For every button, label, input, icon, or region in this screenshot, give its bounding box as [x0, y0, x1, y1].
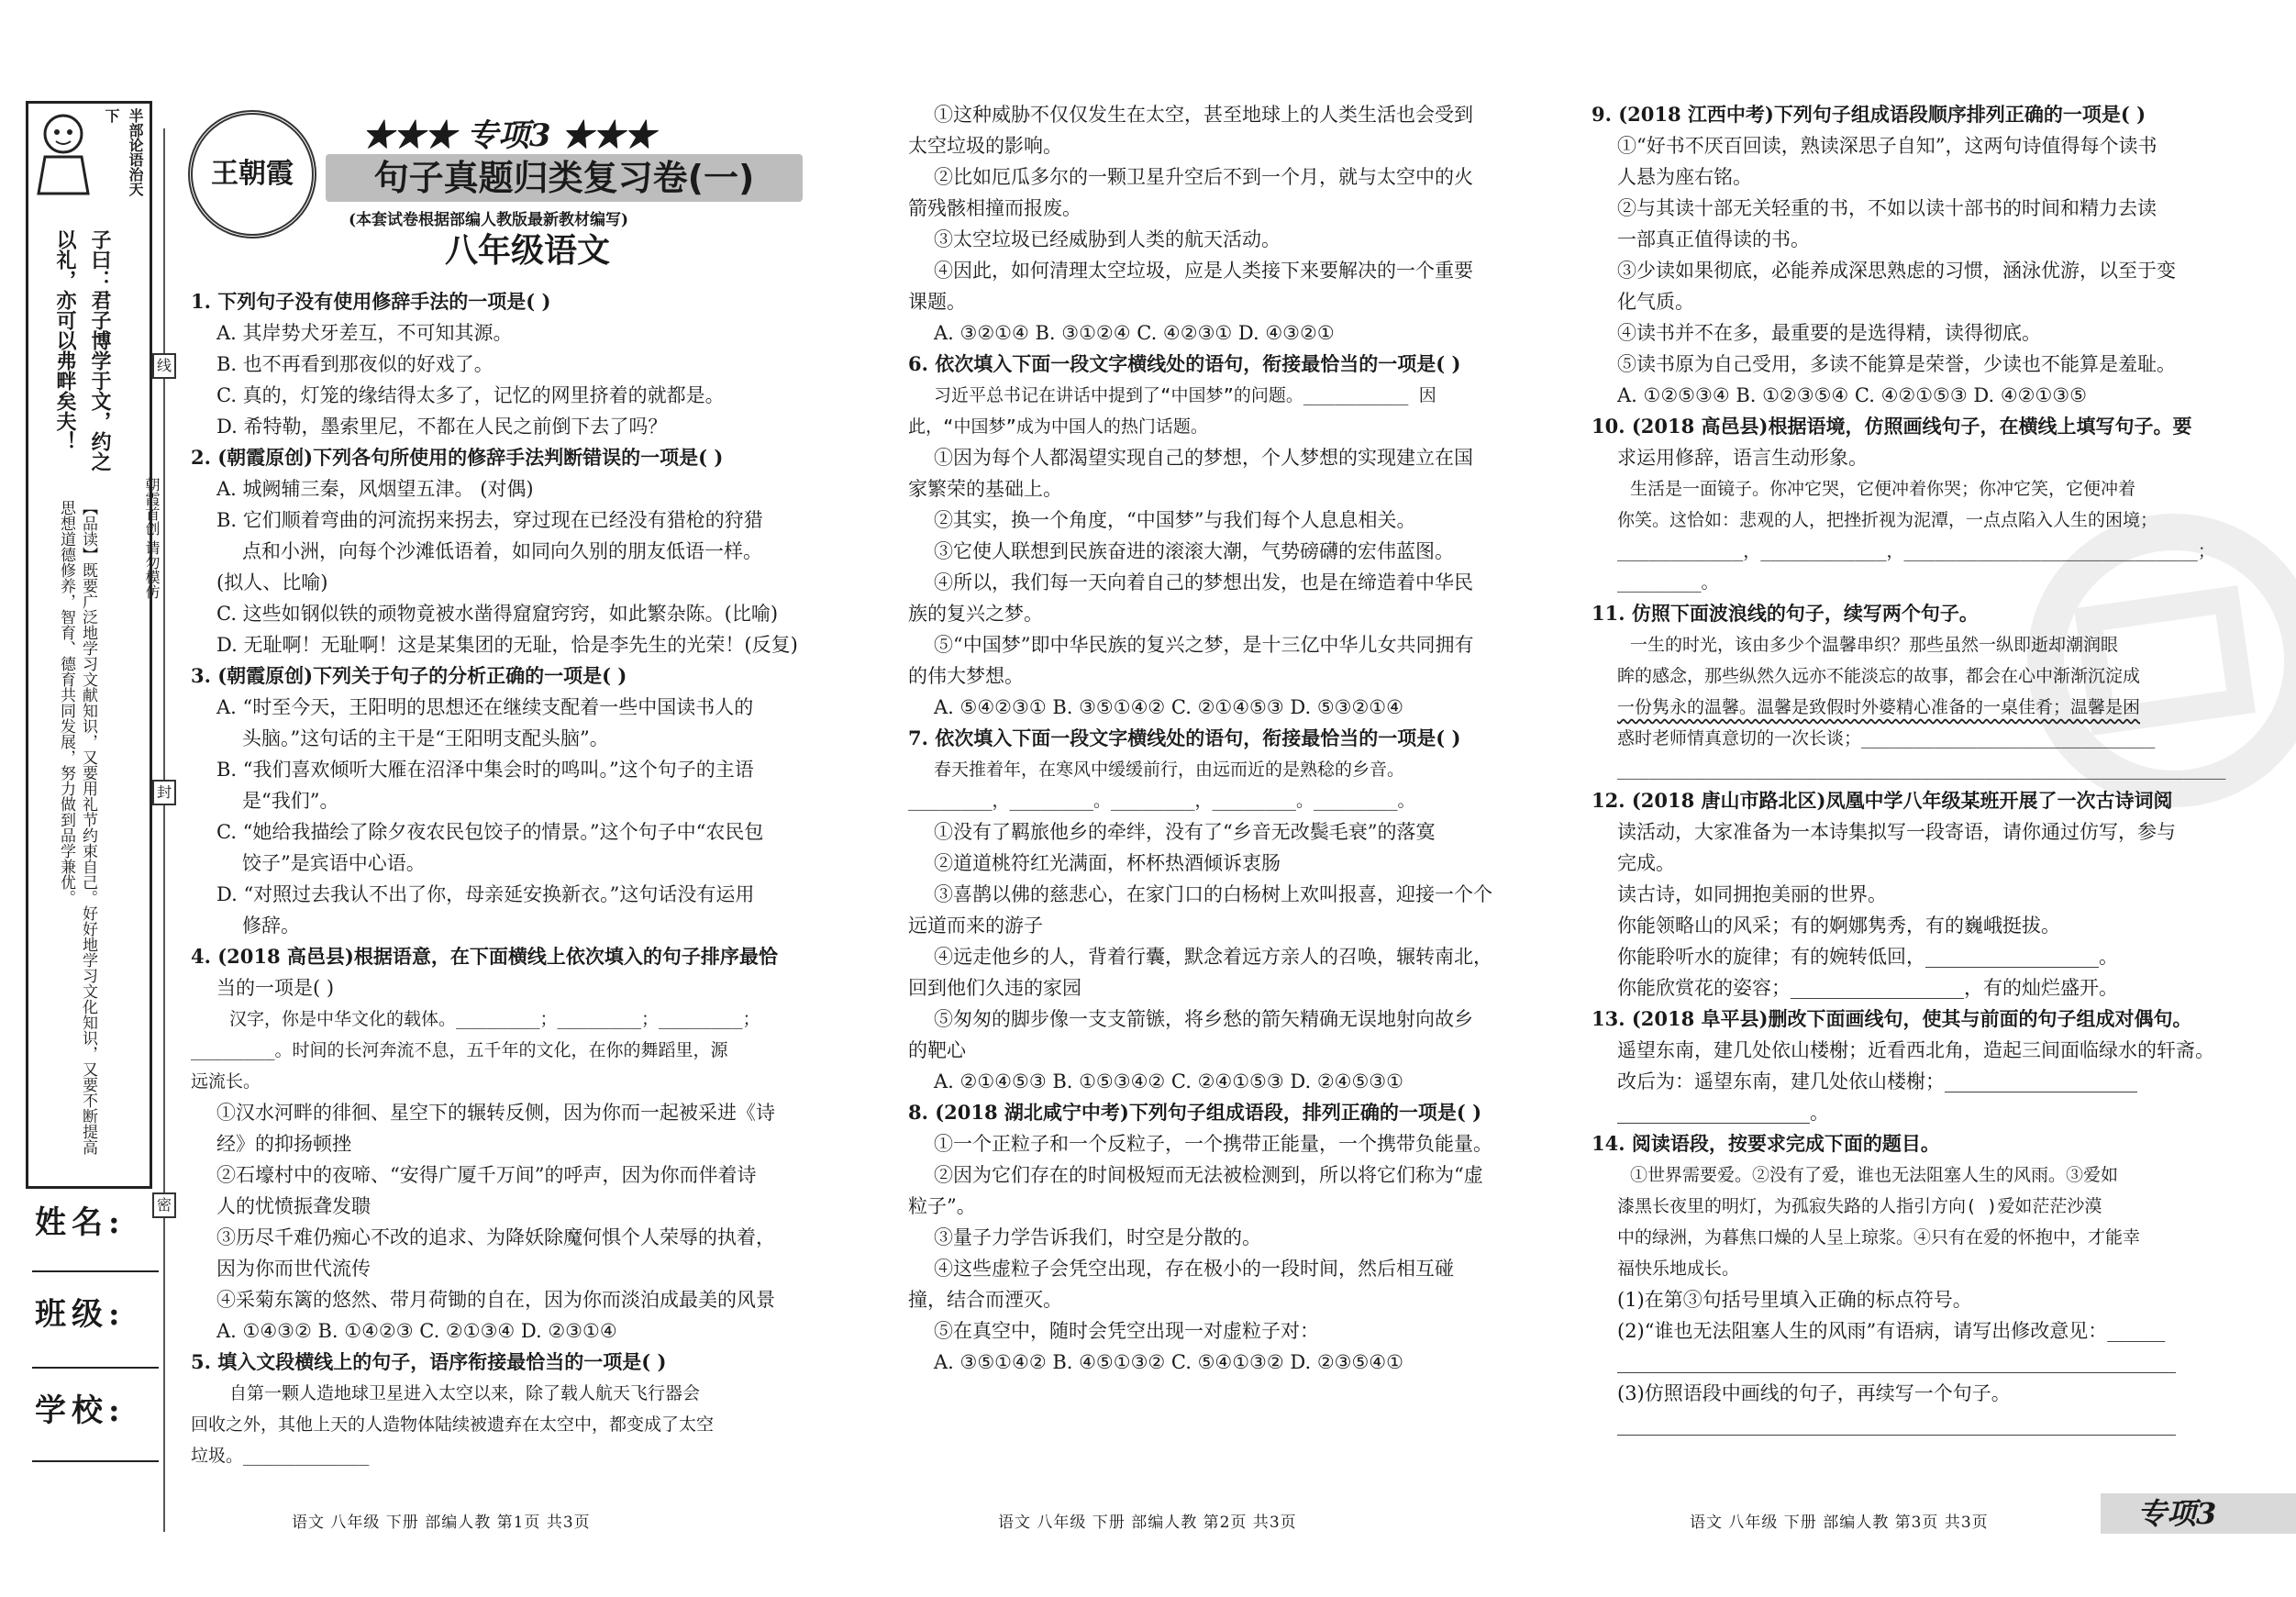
question-cont: 当的一项是( ): [216, 977, 335, 999]
passage: 眸的感念，那些纵然久远亦不能淡忘的故事，都会在心中渐渐沉淀成: [1617, 666, 2141, 686]
passage: 回收之外，其他上天的人造物体陆续被遗弃在太空中，都变成了太空: [191, 1414, 715, 1435]
passage: ________。时间的长河奔流不息，五千年的文化，在你的舞蹈里，源: [191, 1040, 728, 1060]
passage: 福快乐地成长。: [1617, 1259, 1740, 1279]
item-cont: 回到他们久违的家园: [908, 977, 1081, 999]
item: ①一个正粒子和一个反粒子，一个携带正能量，一个携带负能量。: [934, 1133, 1492, 1155]
item-cont: 撞，结合而湮灭。: [908, 1289, 1062, 1311]
item: ①没有了羁旅他乡的牵绊，没有了“乡音无改鬓毛衰”的落寞: [934, 821, 1436, 843]
item: ②因为它们存在的时间极短而无法被检测到，所以将它们称为“虚: [934, 1164, 1483, 1186]
option: A. “时至今天，王阳明的思想还在继续支配着一些中国读书人的: [216, 696, 754, 718]
passage-wavy: 一份隽永的温馨。温馨是致假时外婆精心准备的一桌佳肴；温馨是困: [1617, 697, 2141, 717]
column-1: [191, 286, 815, 1471]
question-11: 11. 仿照下面波浪线的句子，续写两个句子。: [1592, 602, 1979, 625]
special-badge: 专项3: [2101, 1493, 2296, 1534]
item: ⑤匆匆的脚步像一支支箭镞，将乡愁的箭矢精确无误地射向故乡: [934, 1008, 1473, 1030]
item-cont: 课题。: [908, 291, 966, 313]
item: ①汉水河畔的徘徊、星空下的辗转反侧，因为你而一起被采进《诗: [216, 1102, 775, 1124]
question-5: 5. 填入文段横线上的句子，语序衔接最恰当的一项是( ): [191, 1350, 667, 1373]
school-field[interactable]: [32, 1460, 159, 1462]
subquestion-2[interactable]: (2)“谁也无法阻塞人生的风雨”有语病，请写出修改意见：______: [1617, 1320, 2166, 1342]
item: ⑤在真空中，随时会凭空出现一对虚粒子对：: [934, 1320, 1319, 1342]
poem-line[interactable]: 你能聆听水的旋律；有的婉转低回，__________________。: [1617, 946, 2118, 968]
item-cont: 化气质。: [1617, 291, 1694, 313]
item-cont: 族的复兴之梦。: [908, 603, 1043, 625]
item: ③历尽千难仍痴心不改的追求、为降妖除魔何惧个人荣辱的执着，: [216, 1226, 775, 1248]
question-14: 14. 阅读语段，按要求完成下面的题目。: [1592, 1132, 1940, 1155]
school-label: 学校:: [35, 1392, 126, 1429]
option: B. 它们顺着弯曲的河流拐来拐去，穿过现在已经没有猎枪的狩猎: [216, 509, 763, 531]
option-cont: 饺子”是宾语中心语。: [242, 852, 426, 874]
passage: 春天推着年，在寒风中缓缓前行，由远而近的是熟稔的乡音。: [934, 760, 1405, 780]
item: ④采菊东篱的悠然、带月荷锄的自在，因为你而淡泊成最美的风景: [216, 1289, 775, 1311]
question-6: 6. 依次填入下面一段文字横线处的语句，衔接最恰当的一项是( ): [908, 352, 1461, 375]
page-title: 句子真题归类复习卷(一): [326, 154, 803, 202]
binding-line: [163, 128, 165, 1532]
name-field[interactable]: [32, 1270, 159, 1272]
item: ④远走他乡的人，背着行囊，默念着远方亲人的召唤，辗转南北，: [934, 946, 1492, 968]
item: ②比如厄瓜多尔的一颗卫星升空后不到一个月，就与太空中的火: [934, 166, 1473, 188]
option-cont: 修辞。: [242, 915, 300, 937]
question-3: 3. (朝霞原创)下列关于句子的分析正确的一项是( ): [191, 664, 627, 687]
item-cont: 太空垃圾的影响。: [908, 135, 1062, 157]
item-cont: 人悬为座右铭。: [1617, 166, 1752, 188]
item: ②其实，换一个角度，“中国梦”与我们每个人息息相关。: [934, 509, 1416, 531]
passage: 生活是一面镜子。你冲它哭，它便冲着你哭；你冲它笑，它便冲着: [1630, 479, 2136, 499]
column-2: [908, 99, 1523, 1378]
question-7: 7. 依次填入下面一段文字横线处的语句，衔接最恰当的一项是( ): [908, 726, 1461, 749]
footer-page-1: 语文 八年级 下册 部编人教 第1页 共3页: [292, 1514, 591, 1532]
item: ④读书并不在多，最重要的是选得精，读得彻底。: [1617, 322, 2041, 344]
passage-underlined: 你笑。这恰如：悲观的人，把挫折视为泥潭，一点点陷入人生的困境；: [1617, 510, 2158, 530]
item-cont: 的靶心: [908, 1039, 966, 1061]
option: B. 也不再看到那夜似的好戏了。: [216, 353, 494, 375]
question-2: 2. (朝霞原创)下列各句所使用的修辞手法判断错误的一项是( ): [191, 446, 724, 469]
passage-underlined: 遥望东南，建几处依山楼榭；近看西北角，造起三间面临绿水的轩斋。: [1617, 1039, 2214, 1061]
passage: 自第一颗人造地球卫星进入太空以来，除了载人航天飞行器会: [229, 1383, 701, 1403]
seal-char-mi: 密: [152, 1192, 176, 1218]
item: ②道道桃符红光满面，杯杯热酒倾诉衷肠: [934, 852, 1281, 874]
item: ①“好书不厌百回读，熟读深思子自知”，这两句诗值得每个读书: [1617, 135, 2157, 157]
item: ⑤读书原为自己受用，多读不能算是荣誉，少读也不能算是羞耻。: [1617, 353, 2176, 375]
item: ①因为每个人都渴望实现自己的梦想，个人梦想的实现建立在国: [934, 447, 1473, 469]
option-cont: 点和小洲，向每个沙滩低语着，如同向久别的朋友低语一样。: [242, 540, 762, 562]
poem-line: 你能领略山的风采；有的婀娜隽秀，有的巍峨挺拔。: [1617, 915, 2060, 937]
footer-page-2: 语文 八年级 下册 部编人教 第2页 共3页: [998, 1514, 1297, 1532]
subquestion-1: (1)在第③句括号里填入正确的标点符号。: [1617, 1289, 1972, 1311]
option-cont: (拟人、比喻): [216, 571, 328, 593]
motto-right: 子曰：君子博学于文，约之: [88, 229, 112, 471]
item-cont: 经》的抑扬顿挫: [216, 1133, 351, 1155]
answer-choices: A. ③⑤①④② B. ④⑤①③② C. ⑤④①③② D. ②③⑤④①: [934, 1351, 1403, 1373]
item-cont: 一部真正值得读的书。: [1617, 228, 1810, 250]
grade-title: 八年级语文: [445, 232, 611, 270]
answer-line[interactable]: ________。: [1617, 572, 1719, 593]
item: ①这种威胁不仅仅发生在太空，甚至地球上的人类生活也会受到: [934, 104, 1473, 126]
item-cont: 家繁荣的基础上。: [908, 478, 1062, 500]
passage: 远流长。: [191, 1071, 261, 1092]
item: ④所以，我们每一天向着自己的梦想出发，也是在缔造着中华民: [934, 571, 1473, 593]
subquestion-3: (3)仿照语段中画线的句子，再续写一个句子。: [1617, 1382, 2011, 1404]
mascot-icon: [31, 106, 95, 198]
column-3: [1592, 99, 2226, 1440]
item: ③少读如果彻底，必能养成深思熟虑的习惯，涵泳优游，以至于变: [1617, 260, 2176, 282]
question-4: 4. (2018 高邑县)根据语意，在下面横线上依次填入的句子排序最恰: [191, 945, 778, 968]
passage: 汉字，你是中华文化的载体。________；________；________；: [229, 1009, 760, 1029]
special-label: ★★★ 专项3 ★★★: [362, 117, 656, 154]
answer-choices: A. ⑤④②③① B. ③⑤①④② C. ②①④⑤③ D. ⑤③②①④: [934, 696, 1403, 718]
question-cont: 求运用修辞，语言生动形象。: [1617, 447, 1868, 469]
brand-logo: 王朝霞: [188, 110, 316, 238]
answer-choices: A. ②①④⑤③ B. ①⑤③④② C. ②④①⑤③ D. ②④⑤③①: [934, 1070, 1403, 1092]
question-13: 13. (2018 阜平县)删改下面画线句，使其与前面的句子组成对偶句。: [1592, 1007, 2192, 1030]
motto-left: 以礼，亦可以弗畔矣夫！: [53, 229, 77, 451]
item: ②石壕村中的夜啼、“安得广厦千万间”的呼声，因为你而伴着诗: [216, 1164, 757, 1186]
option-cont: 头脑。”这句话的主干是“王阳明支配头脑”。: [242, 727, 609, 749]
item-cont: 粒子”。: [908, 1195, 976, 1217]
item-cont: 因为你而世代流传: [216, 1258, 371, 1280]
item: ④这些虚粒子会凭空出现，存在极小的一段时间，然后相互碰: [934, 1258, 1454, 1280]
item: ③喜鹊以佛的慈悲心，在家门口的白杨树上欢叫报喜，迎接一个个: [934, 883, 1492, 905]
passage: 垃圾。____________: [191, 1446, 370, 1466]
option: D. “对照过去我认不出了你，母亲延安换新衣。”这句话没有运用: [216, 883, 755, 905]
answer-choices: A. ①②⑤③④ B. ①②③⑤④ C. ④②①⑤③ D. ④②①③⑤: [1617, 384, 2087, 406]
passage: 一生的时光，该由多少个温馨串织？那些虽然一纵即逝却潮润眼: [1630, 635, 2119, 655]
question-cont: 完成。: [1617, 852, 1675, 874]
footer-page-3: 语文 八年级 下册 部编人教 第3页 共3页: [1690, 1514, 1989, 1532]
name-label: 姓名:: [35, 1204, 126, 1241]
answer-choices: A. ①④③② B. ①④②③ C. ②①③④ D. ②③①④: [216, 1320, 617, 1342]
option: D. 无耻啊！无耻啊！这是某集团的无耻，恰是李先生的光荣！(反复): [216, 634, 798, 656]
poem-line: 读古诗，如同拥抱美丽的世界。: [1617, 883, 1887, 905]
pinde-note: 【品读】既要广泛地学习文献知识，又要用礼节约束自己。好好地学习文化知识，又要不断提高思想道德修养，智育、德育共同发展，努力做到品学兼优。: [57, 500, 97, 1155]
question-1: 1. 下列句子没有使用修辞手法的一项是( ): [191, 290, 551, 313]
option: A. 其岸势犬牙差互，不可知其源。: [216, 322, 513, 344]
passage: 漆黑长夜里的明灯，为孤寂失路的人指引方向( )爱如茫茫沙漠: [1617, 1196, 2102, 1216]
item: ②与其读十部无关轻重的书，不如以读十部书的时间和精力去读: [1617, 197, 2157, 219]
copyright-note: 朝霞首创 请勿模仿: [143, 477, 161, 600]
option-cont: 是“我们”。: [242, 790, 339, 812]
item-cont: 远道而来的游子: [908, 915, 1043, 937]
option: C. 这些如钢似铁的顽物竟被水凿得窟窟窍窍，如此繁杂陈。(比喻): [216, 603, 779, 625]
option: B. “我们喜欢倾听大雁在沼泽中集会时的鸣叫。”这个句子的主语: [216, 759, 754, 781]
passage-wavy[interactable]: 惑时老师情真意切的一次长谈；____________________________: [1617, 728, 2156, 749]
answer-line[interactable]: 改后为：遥望东南，建几处依山楼榭；____________________: [1617, 1070, 2137, 1092]
item-cont: 的伟大梦想。: [908, 665, 1024, 687]
answer-line[interactable]: ____________，____________，____________________________；: [1617, 541, 2215, 561]
option: C. “她给我描绘了除夕夜农民包饺子的情景。”这个句子中“农民包: [216, 821, 764, 843]
special-text: 专项3: [466, 117, 551, 154]
question-10: 10. (2018 高邑县)根据语境，仿照画线句子，在横线上填写句子。要: [1592, 415, 2192, 438]
answer-line[interactable]: ____________________。: [1617, 1102, 1829, 1124]
question-8: 8. (2018 湖北咸宁中考)下列句子组成语段，排列正确的一项是( ): [908, 1101, 1482, 1124]
logo-top-text: 半部论语治天下: [103, 108, 144, 196]
passage: 此，“中国梦”成为中国人的热门话题。: [908, 416, 1208, 437]
item-cont: 箭残骸相撞而报废。: [908, 197, 1081, 219]
question-cont: 读活动，大家准备为一本诗集拟写一段寄语，请你通过仿写，参与: [1617, 821, 2176, 843]
question-9: 9. (2018 江西中考)下列句子组成语段顺序排列正确的一项是( ): [1592, 103, 2146, 126]
item: ③它使人联想到民族奋进的滚滚大潮，气势磅礴的宏伟蓝图。: [934, 540, 1454, 562]
class-field[interactable]: [32, 1367, 159, 1369]
question-12: 12. (2018 唐山市路北区)凤凰中学八年级某班开展了一次古诗词阅: [1592, 789, 2173, 812]
passage: ①世界需要爱。②没有了爱，谁也无法阻塞人生的风雨。③爱如: [1630, 1165, 2119, 1185]
class-label: 班级:: [35, 1296, 126, 1333]
item: ④因此，如何清理太空垃圾，应是人类接下来要解决的一个重要: [934, 260, 1473, 282]
passage-blanks: ________，________。________，________。________。: [908, 791, 1415, 811]
passage: 习近平总书记在讲话中提到了“中国梦”的问题。__________ 因: [934, 385, 1436, 405]
poem-line[interactable]: 你能欣赏花的姿容；__________________，有的灿烂盛开。: [1617, 977, 2118, 999]
item: ⑤“中国梦”即中华民族的复兴之梦，是十三亿中华儿女共同拥有: [934, 634, 1474, 656]
passage: 中的绿洲，为暮焦口燥的人呈上琼浆。④只有在爱的怀抱中，才能幸: [1617, 1227, 2141, 1248]
item-cont: 人的忧愤振聋发聩: [216, 1195, 371, 1217]
seal-char-xian: 线: [152, 353, 176, 379]
item: ③量子力学告诉我们，时空是分散的。: [934, 1226, 1261, 1248]
answer-choices: A. ③②①④ B. ③①②④ C. ④②③① D. ④③②①: [934, 322, 1335, 344]
seal-char-feng: 封: [152, 780, 176, 805]
option: C. 真的，灯笼的缘结得太多了，记忆的网里挤着的就都是。: [216, 384, 725, 406]
answer-line[interactable]: __________________________________________________________: [1617, 760, 2226, 780]
answer-line[interactable]: __________________________________________________________: [1617, 1351, 2176, 1373]
edition-note: (本套试卷根据部编人教版最新教材编写): [349, 211, 629, 229]
answer-line[interactable]: __________________________________________________________: [1617, 1414, 2176, 1436]
item: ③太空垃圾已经威胁到人类的航天活动。: [934, 228, 1281, 250]
option: A. 城阙辅三秦，风烟望五津。 (对偶): [216, 478, 534, 500]
option: D. 希特勒，墨索里尼，不都在人民之前倒下去了吗？: [216, 416, 668, 438]
